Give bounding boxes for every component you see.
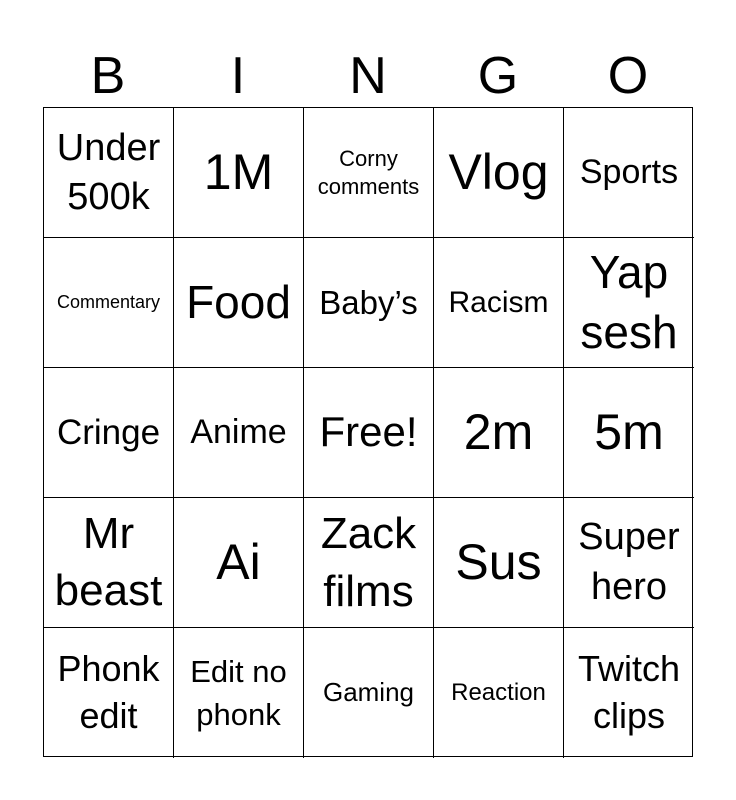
bingo-cell[interactable] [564,628,694,758]
cell-label: Racism [448,285,549,319]
bingo-cell[interactable] [44,628,174,758]
cell-label: Gaming [322,677,415,708]
cell-label: Zack films [320,509,417,616]
bingo-cell[interactable] [174,498,304,628]
bingo-cell[interactable] [434,368,564,498]
bingo-cell[interactable] [434,238,564,368]
header-letter-i: I [230,47,246,105]
cell-label: Under 500k [56,126,161,218]
cell-label: Super hero [578,516,680,608]
bingo-header [43,44,693,108]
cell-label: Baby’s [319,283,418,321]
header-letter-g: G [477,47,519,105]
cell-label: Sports [579,153,679,192]
bingo-cell[interactable] [174,238,304,368]
cell-label: Anime [190,413,287,452]
cell-label: Yap sesh [580,245,678,358]
header-letter-n: N [349,47,387,105]
bingo-cell[interactable] [174,368,304,498]
cell-label: Food [186,276,291,329]
bingo-cell[interactable] [174,628,304,758]
bingo-cell[interactable] [44,108,174,238]
cell-label: 5m [594,403,664,460]
bingo-cell[interactable] [44,238,174,368]
bingo-cell[interactable] [564,498,694,628]
cell-label: Twitch clips [577,648,681,736]
bingo-cell[interactable] [304,108,434,238]
bingo-cell[interactable] [174,108,304,238]
bingo-cell[interactable] [434,628,564,758]
bingo-cell[interactable] [304,238,434,368]
bingo-cell[interactable] [304,498,434,628]
bingo-cell[interactable] [434,498,564,628]
cell-label: Commentary [56,291,161,312]
cell-label: 2m [463,403,534,460]
cell-label: 1M [203,143,274,200]
bingo-cell[interactable] [44,368,174,498]
header-letter-b: B [90,47,126,105]
bingo-cell[interactable] [304,628,434,758]
cell-label: Ai [216,533,261,590]
cell-label: Vlog [448,143,549,200]
cell-label: Cringe [56,412,161,452]
bingo-cell[interactable] [44,498,174,628]
cell-label: Reaction [451,678,546,706]
cell-label: Phonk edit [57,648,160,736]
cell-label: Corny comments [317,146,420,199]
bingo-cell[interactable] [564,238,694,368]
cell-label: Sus [455,533,542,590]
bingo-grid [43,107,693,757]
bingo-cell[interactable] [564,368,694,498]
bingo-cell[interactable] [564,108,694,238]
cell-label: Free! [319,408,418,456]
cell-label: Edit no phonk [190,653,287,732]
cell-label: Mr beast [54,509,163,615]
header-letter-o: O [607,47,649,105]
bingo-cell[interactable] [304,368,434,498]
bingo-cell[interactable] [434,108,564,238]
